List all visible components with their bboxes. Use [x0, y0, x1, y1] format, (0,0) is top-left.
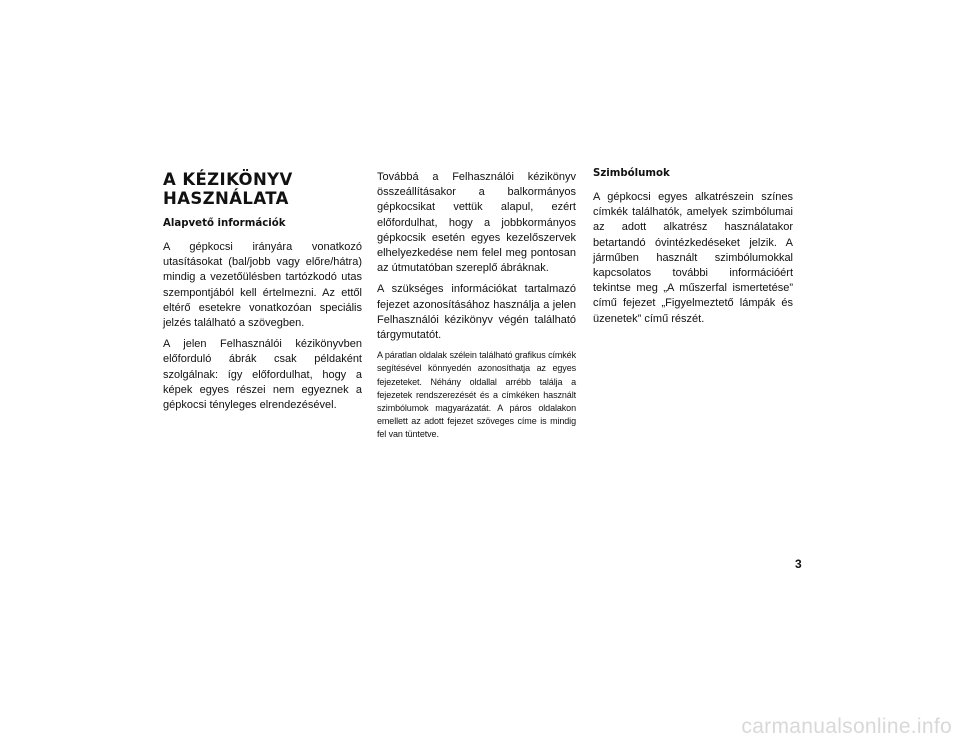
left-column — [163, 170, 362, 419]
steering-note-paragraph: Továbbá a Felhasználói kézikönyv összeállításakor a balkormányos gépkocsikat vettük alapul, ezért előfordulhat, hogy a jobbkormányos gépkocsik esetén egyes kezelőszervek elhelyezkedése nem felel meg pontosan az útmutatóban szereplő ábráknak. — [377, 171, 576, 275]
right-column — [593, 170, 793, 333]
symbols-paragraph: A gépkocsi egyes alkatrészein színes címkék találhatók, amelyek szimbólumai az adott alkatrész használatakor betartandó óvintézkedéseket jelzik. A járműben használt szimbólumokkal kapcsolatos további információért tekintse meg „A műszerfal ismertetése” című fejezet „Figyelmeztető lámpák és üzenetek” című részét. — [593, 191, 793, 325]
basic-info-heading: Alapvető információk — [163, 218, 286, 229]
middle-column — [377, 170, 576, 442]
basic-info-paragraph-1: A gépkocsi irányára vonatkozó utasításokat (bal/jobb vagy előre/hátra) mindig a vezetőülésben tartózkodó utas szempontjából kell értelmezni. Az ettől eltérő esetekre vonatkozóan speciális jelzés található a szövegben. — [163, 241, 362, 330]
chapter-tabs-note: A páratlan oldalak szélein található grafikus címkék segítésével könnyedén azonosíthatja az egyes fejezeteket. Néhány oldallal arrébb találja a fejezetek rendszerezését és a címkéken használt szimbólumok magyarázatát. A páros oldalakon emellett az adott fejezet szöveges címe is mindig fel van tüntetve. — [377, 350, 576, 440]
watermark: carmanualsonline.info — [741, 715, 952, 738]
section-title-line-2: HASZNÁLATA — [163, 189, 289, 208]
basic-info-paragraph-2: A jelen Felhasználói kézikönyvben előforduló ábrák csak példaként szolgálnak: így előfordulhat, hogy a képek egyes részei nem egyeznek a gépkocsi tényleges elrendezésével. — [163, 338, 362, 412]
page-number: 3 — [795, 557, 802, 571]
symbols-heading: Szimbólumok — [593, 168, 670, 179]
index-paragraph: A szükséges információkat tartalmazó fejezet azonosításához használja a jelen Felhasználói kézikönyv végén található tárgymutatót. — [377, 283, 576, 342]
section-title-line-1: A KÉZIKÖNYV — [163, 170, 293, 189]
section-title — [163, 170, 362, 208]
